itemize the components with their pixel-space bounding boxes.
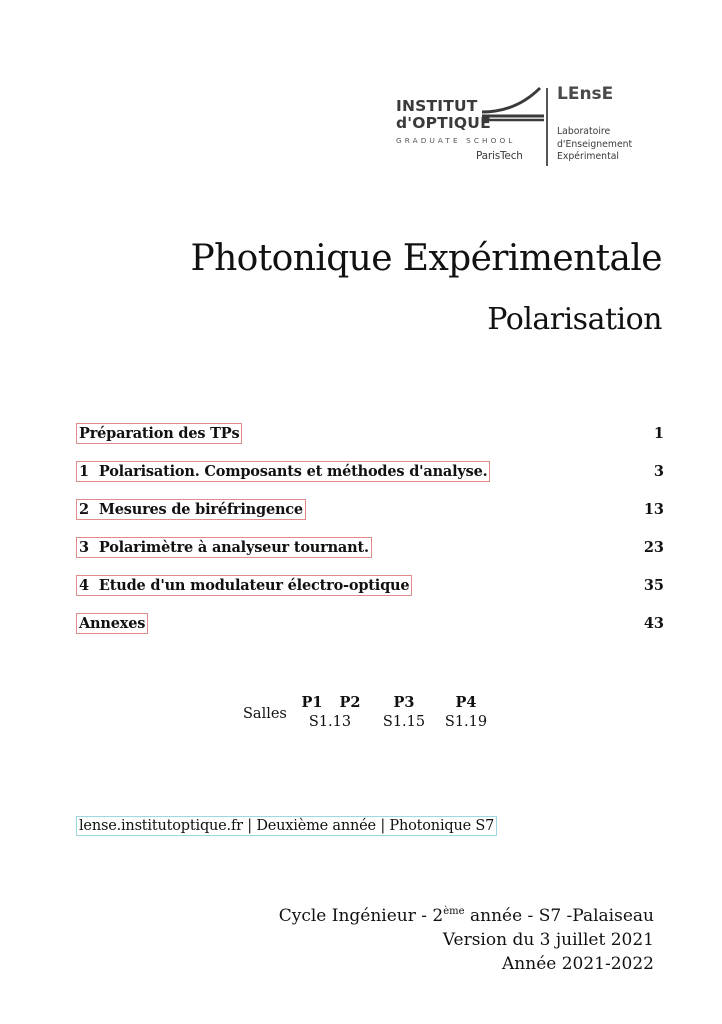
room-header: P3 — [393, 694, 415, 711]
toc-link-chapter-4[interactable] — [76, 575, 412, 596]
cycle-superscript: ème — [443, 906, 465, 917]
toc-number: 4 — [79, 577, 89, 594]
toc-row — [76, 420, 664, 458]
toc-link-chapter-2[interactable] — [76, 499, 306, 520]
lense-logo-title: LEnsE — [557, 84, 614, 104]
document-subtitle: Polarisation — [487, 302, 662, 337]
room-header: P4 — [455, 694, 477, 711]
toc-page-number: 43 — [643, 615, 664, 632]
institut-text: INSTITUT — [396, 97, 478, 115]
toc-label: Annexes — [79, 615, 146, 632]
toc-label: Mesures de biréfringence — [98, 501, 303, 518]
cycle-line — [279, 900, 654, 928]
toc-link-annexes[interactable] — [76, 613, 148, 634]
room-header: P2 — [339, 694, 361, 711]
toc-row — [76, 572, 664, 610]
room-value: S1.13 — [308, 714, 352, 730]
document-title: Photonique Expérimentale — [190, 238, 662, 279]
toc-page-number: 1 — [653, 425, 664, 442]
institut-optique-logo — [396, 98, 544, 168]
toc-page-number: 35 — [643, 577, 664, 594]
year-line: Année 2021-2022 — [502, 954, 654, 974]
toc-number: 2 — [79, 501, 89, 518]
lense-logo-subtitle — [557, 126, 632, 164]
cycle-prefix: Cycle Ingénieur - 2 — [278, 906, 444, 926]
cycle-suffix: année - S7 -Palaiseau — [464, 906, 654, 926]
room-header: P1 — [301, 694, 323, 711]
toc-link-preparation[interactable] — [76, 423, 242, 444]
toc-label: Polarisation. Composants et méthodes d'analyse. — [98, 463, 488, 480]
paristech-text: ParisTech — [476, 150, 523, 162]
cycle-info — [279, 900, 654, 976]
toc-row — [76, 458, 664, 496]
lense-website-link[interactable]: lense.institutoptique.fr | Deuxième année | Photonique S7 — [76, 816, 497, 836]
room-column-p4 — [436, 694, 496, 730]
toc-label: Etude d'un modulateur électro-optique — [98, 577, 410, 594]
header-logo — [396, 84, 656, 166]
optique-text: d'OPTIQUE — [396, 114, 491, 132]
toc-link-chapter-3[interactable] — [76, 537, 372, 558]
version-line: Version du 3 juillet 2021 — [442, 930, 654, 950]
toc-number: 1 — [79, 463, 89, 480]
toc-row — [76, 534, 664, 572]
lense-line-1: Laboratoire — [557, 126, 611, 137]
graduate-school-text: GRADUATE SCHOOL — [396, 136, 516, 145]
table-of-contents — [76, 420, 664, 648]
lense-line-3: Expérimental — [557, 151, 619, 162]
toc-number: 3 — [79, 539, 89, 556]
room-column-p2 — [320, 694, 380, 714]
rooms-label: Salles — [243, 706, 287, 722]
room-value: S1.19 — [444, 714, 488, 730]
toc-label: Préparation des TPs — [79, 425, 240, 442]
toc-row — [76, 610, 664, 648]
toc-page-number: 3 — [653, 463, 664, 480]
toc-page-number: 23 — [643, 539, 664, 556]
room-column-p3 — [374, 694, 434, 730]
toc-row — [76, 496, 664, 534]
toc-label: Polarimètre à analyseur tournant. — [98, 539, 369, 556]
lense-line-2: d'Enseignement — [557, 138, 633, 150]
toc-page-number: 13 — [643, 501, 664, 518]
toc-link-chapter-1[interactable] — [76, 461, 490, 482]
room-value: S1.15 — [382, 714, 426, 730]
logo-divider — [546, 88, 548, 166]
